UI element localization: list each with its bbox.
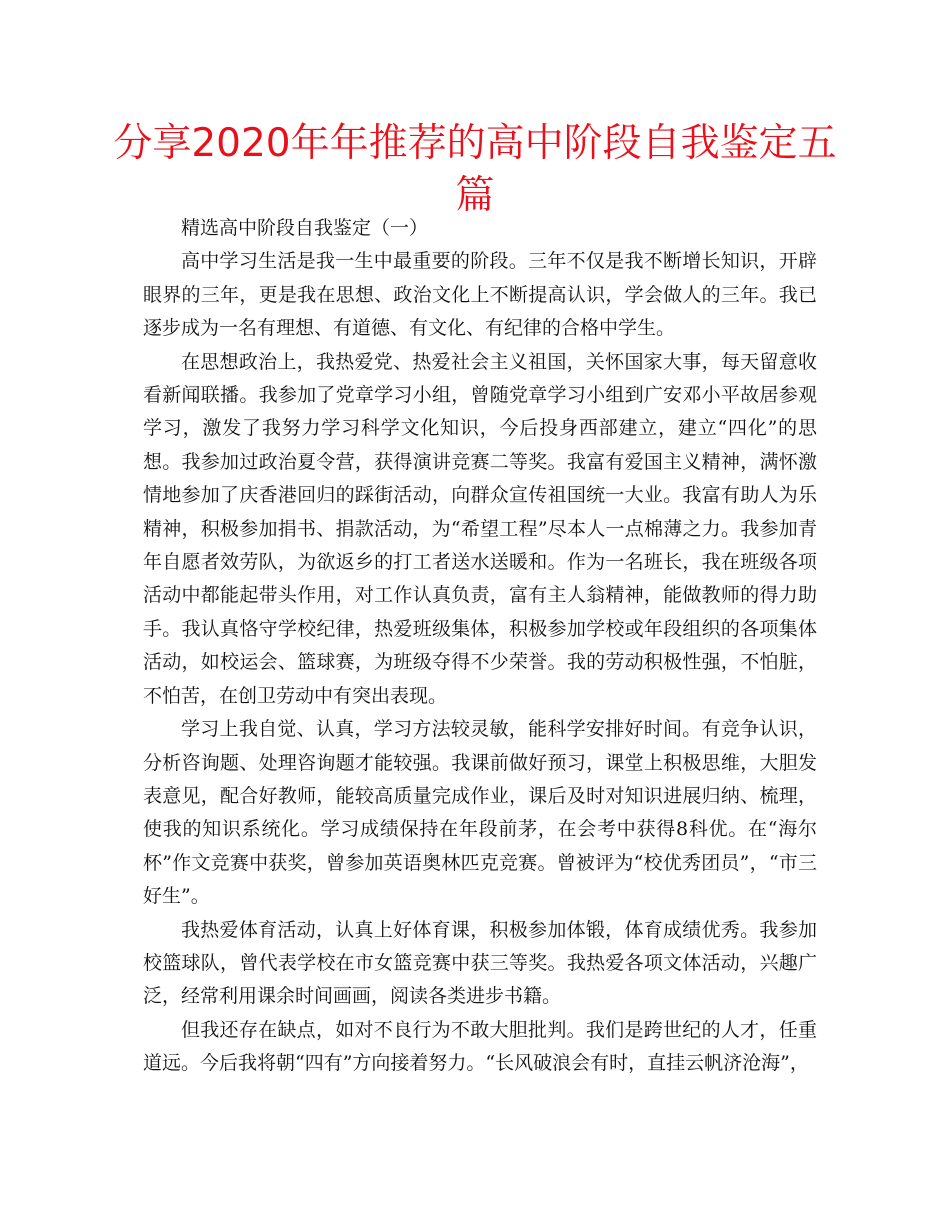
paragraph-intro: 高中学习生活是我一生中最重要的阶段。三年不仅是我不断增长知识，开辟眼界的三年，更是我在思想、政治文化上不断提高认识，学会做人的三年。我已逐步成为一名有理想、有道德、有文化、有纪律的合格中学生。	[143, 250, 817, 340]
paragraph-sports: 我热爱体育活动，认真上好体育课，积极参加体锻，体育成绩优秀。我参加校篮球队，曾代表学校在市女篮竞赛中获三等奖。我热爱各项文体活动，兴趣广泛，经常利用课余时间画画，阅读各类进步书籍。	[143, 918, 817, 1008]
document-body	[143, 212, 817, 1081]
document-title: 分享2020年年推荐的高中阶段自我鉴定五篇	[113, 121, 837, 218]
section-heading: 精选高中阶段自我鉴定（一）	[181, 217, 429, 239]
paragraph-politics: 在思想政治上，我热爱党、热爱社会主义祖国，关怀国家大事，每天留意收看新闻联播。我参加了党章学习小组，曾随党章学习小组到广安邓小平故居参观学习，激发了我努力学习科学文化知识，今后投身西部建立，建立“四化”的思想。我参加过政治夏令营，获得演讲竞赛二等奖。我富有爱国主义精神，满怀激情地参加了庆香港回归的踩街活动，向群众宣传祖国统一大业。我富有助人为乐精神，积极参加捐书、捐款活动，为“希望工程”尽本人一点棉薄之力。我参加青年自愿者效劳队，为欲返乡的打工者送水送暖和。作为一名班长，我在班级各项活动中都能起带头作用，对工作认真负责，富有主人翁精神，能做教师的得力助手。我认真恪守学校纪律，热爱班级集体，积极参加学校或年段组织的各项集体活动，如校运会、篮球赛，为班级夺得不少荣誉。我的劳动积极性强，不怕脏，不怕苦，在创卫劳动中有突出表现。	[143, 350, 817, 707]
paragraph-shortcomings: 但我还存在缺点，如对不良行为不敢大胆批判。我们是跨世纪的人才，任重道远。今后我将朝“四有”方向接着努力。“长风破浪会有时，直挂云帆济沧海”，	[143, 1018, 817, 1075]
paragraph-study: 学习上我自觉、认真，学习方法较灵敏，能科学安排好时间。有竞争认识，分析咨询题、处理咨询题才能较强。我课前做好预习，课堂上积极思维，大胆发表意见，配合好教师，能较高质量完成作业，课后及时对知识进展归纳、梳理，使我的知识系统化。学习成绩保持在年段前茅，在会考中获得8科优。在“海尔杯”作文竞赛中获奖，曾参加英语奥林匹克竞赛。曾被评为“校优秀团员”，“市三好生”。	[143, 718, 817, 908]
